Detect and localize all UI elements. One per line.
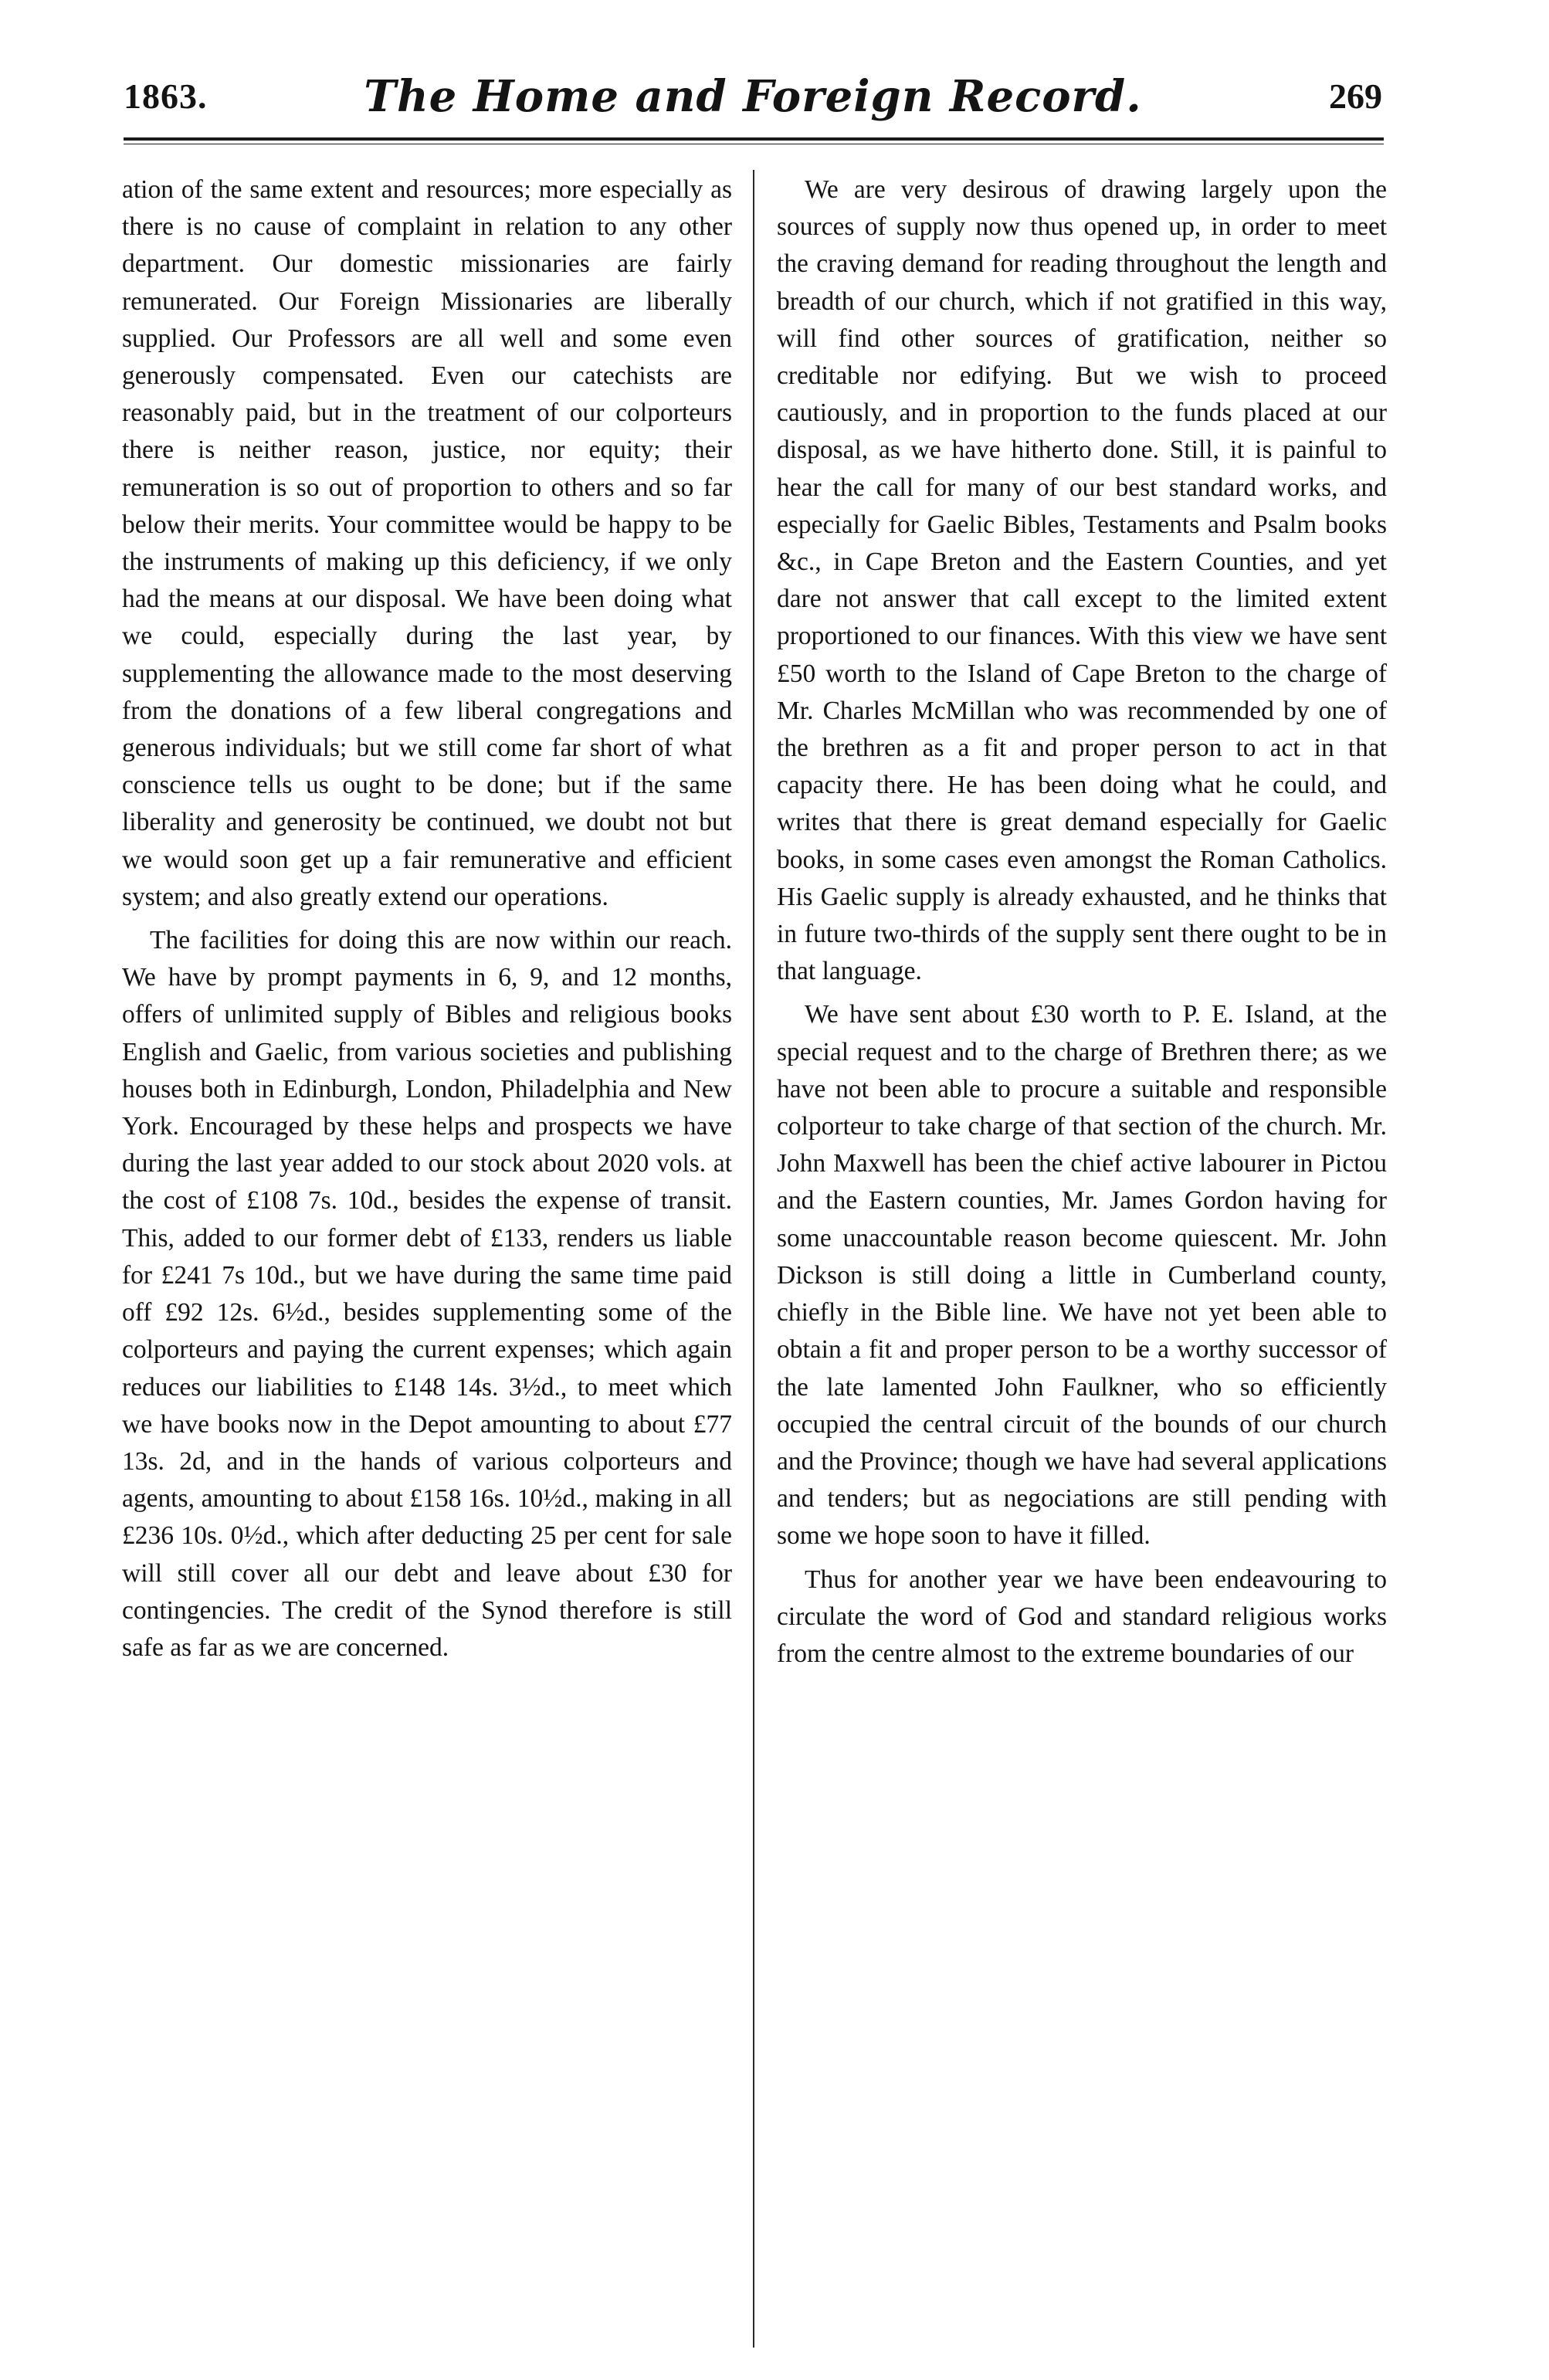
left-paragraph-1: ation of the same extent and resources; more especially as there is no cause of complaint in relation to any other department. Our domestic missionaries are fairly remunerated. Our Foreign Missionaries are liberally supplied. Our Professors are all well and some even generously compensated. Even our catechists are reasonably paid, but in the treatment of our colporteurs there is neither reason, justice, nor equity; their remuneration is so out of proportion to others and so far below their merits. Your committee would be happy to be the instruments of making up this deficiency, if we only had the means at our disposal. We have been doing what we could, especially during the last year, by supplementing the allowance made to the most deserving from the donations of a few liberal congregations and generous individuals; but we still come far short of what conscience tells us ought to be done; but if the same liberality and generosity be continued, we doubt not but we would soon get up a fair remunerative and efficient system; and also greatly extend our operations. xyxy=(122,175,732,911)
left-column xyxy=(122,171,732,1673)
right-paragraph-2: We have sent about £30 worth to P. E. Island, at the special request and to the charge of Brethren there; as we have not been able to procure a suitable and responsible colporteur to take charge of that section of the church. Mr. John Maxwell has been the chief active labourer in Pictou and the Eastern counties, Mr. James Gordon having for some unaccountable reason become quiescent. Mr. John Dickson is still doing a little in Cumberland county, chiefly in the Bible line. We have not yet been able to obtain a fit and proper person to be a worthy successor of the late lamented John Faulkner, who so efficiently occupied the central circuit of the bounds of our church and the Province; though we have had several applications and tenders; but as negociations are still pending with some we hope soon to have it filled. xyxy=(777,1000,1387,1551)
column-divider xyxy=(753,170,754,2348)
right-paragraph-3: Thus for another year we have been endeavouring to circulate the word of God and standard religious works from the centre almost to the extreme boundaries of our xyxy=(777,1565,1387,1668)
right-column xyxy=(777,171,1387,1679)
left-paragraph-2: The facilities for doing this are now within our reach. We have by prompt payments in 6, 9, and 12 months, offers of unlimited supply of Bibles and religious books English and Gaelic, from various societies and publishing houses both in Edinburgh, London, Philadelphia and New York. Encouraged by these helps and prospects we have during the last year added to our stock about 2020 vols. at the cost of £108 7s. 10d., besides the expense of transit. This, added to our former debt of £133, renders us liable for £241 7s 10d., but we have during the same time paid off £92 12s. 6½d., besides supplementing some of the colporteurs and paying the current expenses; which again reduces our liabilities to £148 14s. 3½d., to meet which we have books now in the Depot amounting to about £77 13s. 2d, and in the hands of various colporteurs and agents, amounting to about £158 16s. 10½d., making in all £236 10s. 0½d., which after deducting 25 per cent for sale will still cover all our debt and leave about £30 for contingencies. The credit of the Synod therefore is still safe as far as we are concerned. xyxy=(122,926,732,1662)
page-number: 269 xyxy=(1329,76,1382,116)
right-paragraph-1: We are very desirous of drawing largely upon the sources of supply now thus opened up, in order to meet the craving demand for reading throughout the length and breadth of our church, which if not gratified in this way, will find other sources of gratification, neither so creditable nor edifying. But we wish to proceed cautiously, and in proportion to the funds placed at our disposal, as we have hitherto done. Still, it is painful to hear the call for many of our best standard works, and especially for Gaelic Bibles, Testaments and Psalm books &c., in Cape Breton and the Eastern Counties, and yet dare not answer that call except to the limited extent proportioned to our finances. With this view we have sent £50 worth to the Island of Cape Breton to the charge of Mr. Charles McMillan who was recommended by one of the brethren as a fit and proper person to act in that capacity there. He has been doing what he could, and writes that there is great demand especially for Gaelic books, in some cases even amongst the Roman Catholics. His Gaelic supply is already exhausted, and he thinks that in future two-thirds of the supply sent there ought to be in that language. xyxy=(777,175,1387,986)
page-header xyxy=(124,71,1382,125)
journal-title: The Home and Foreign Record. xyxy=(364,71,1142,122)
header-rule xyxy=(124,137,1384,141)
header-year: 1863. xyxy=(124,76,208,116)
